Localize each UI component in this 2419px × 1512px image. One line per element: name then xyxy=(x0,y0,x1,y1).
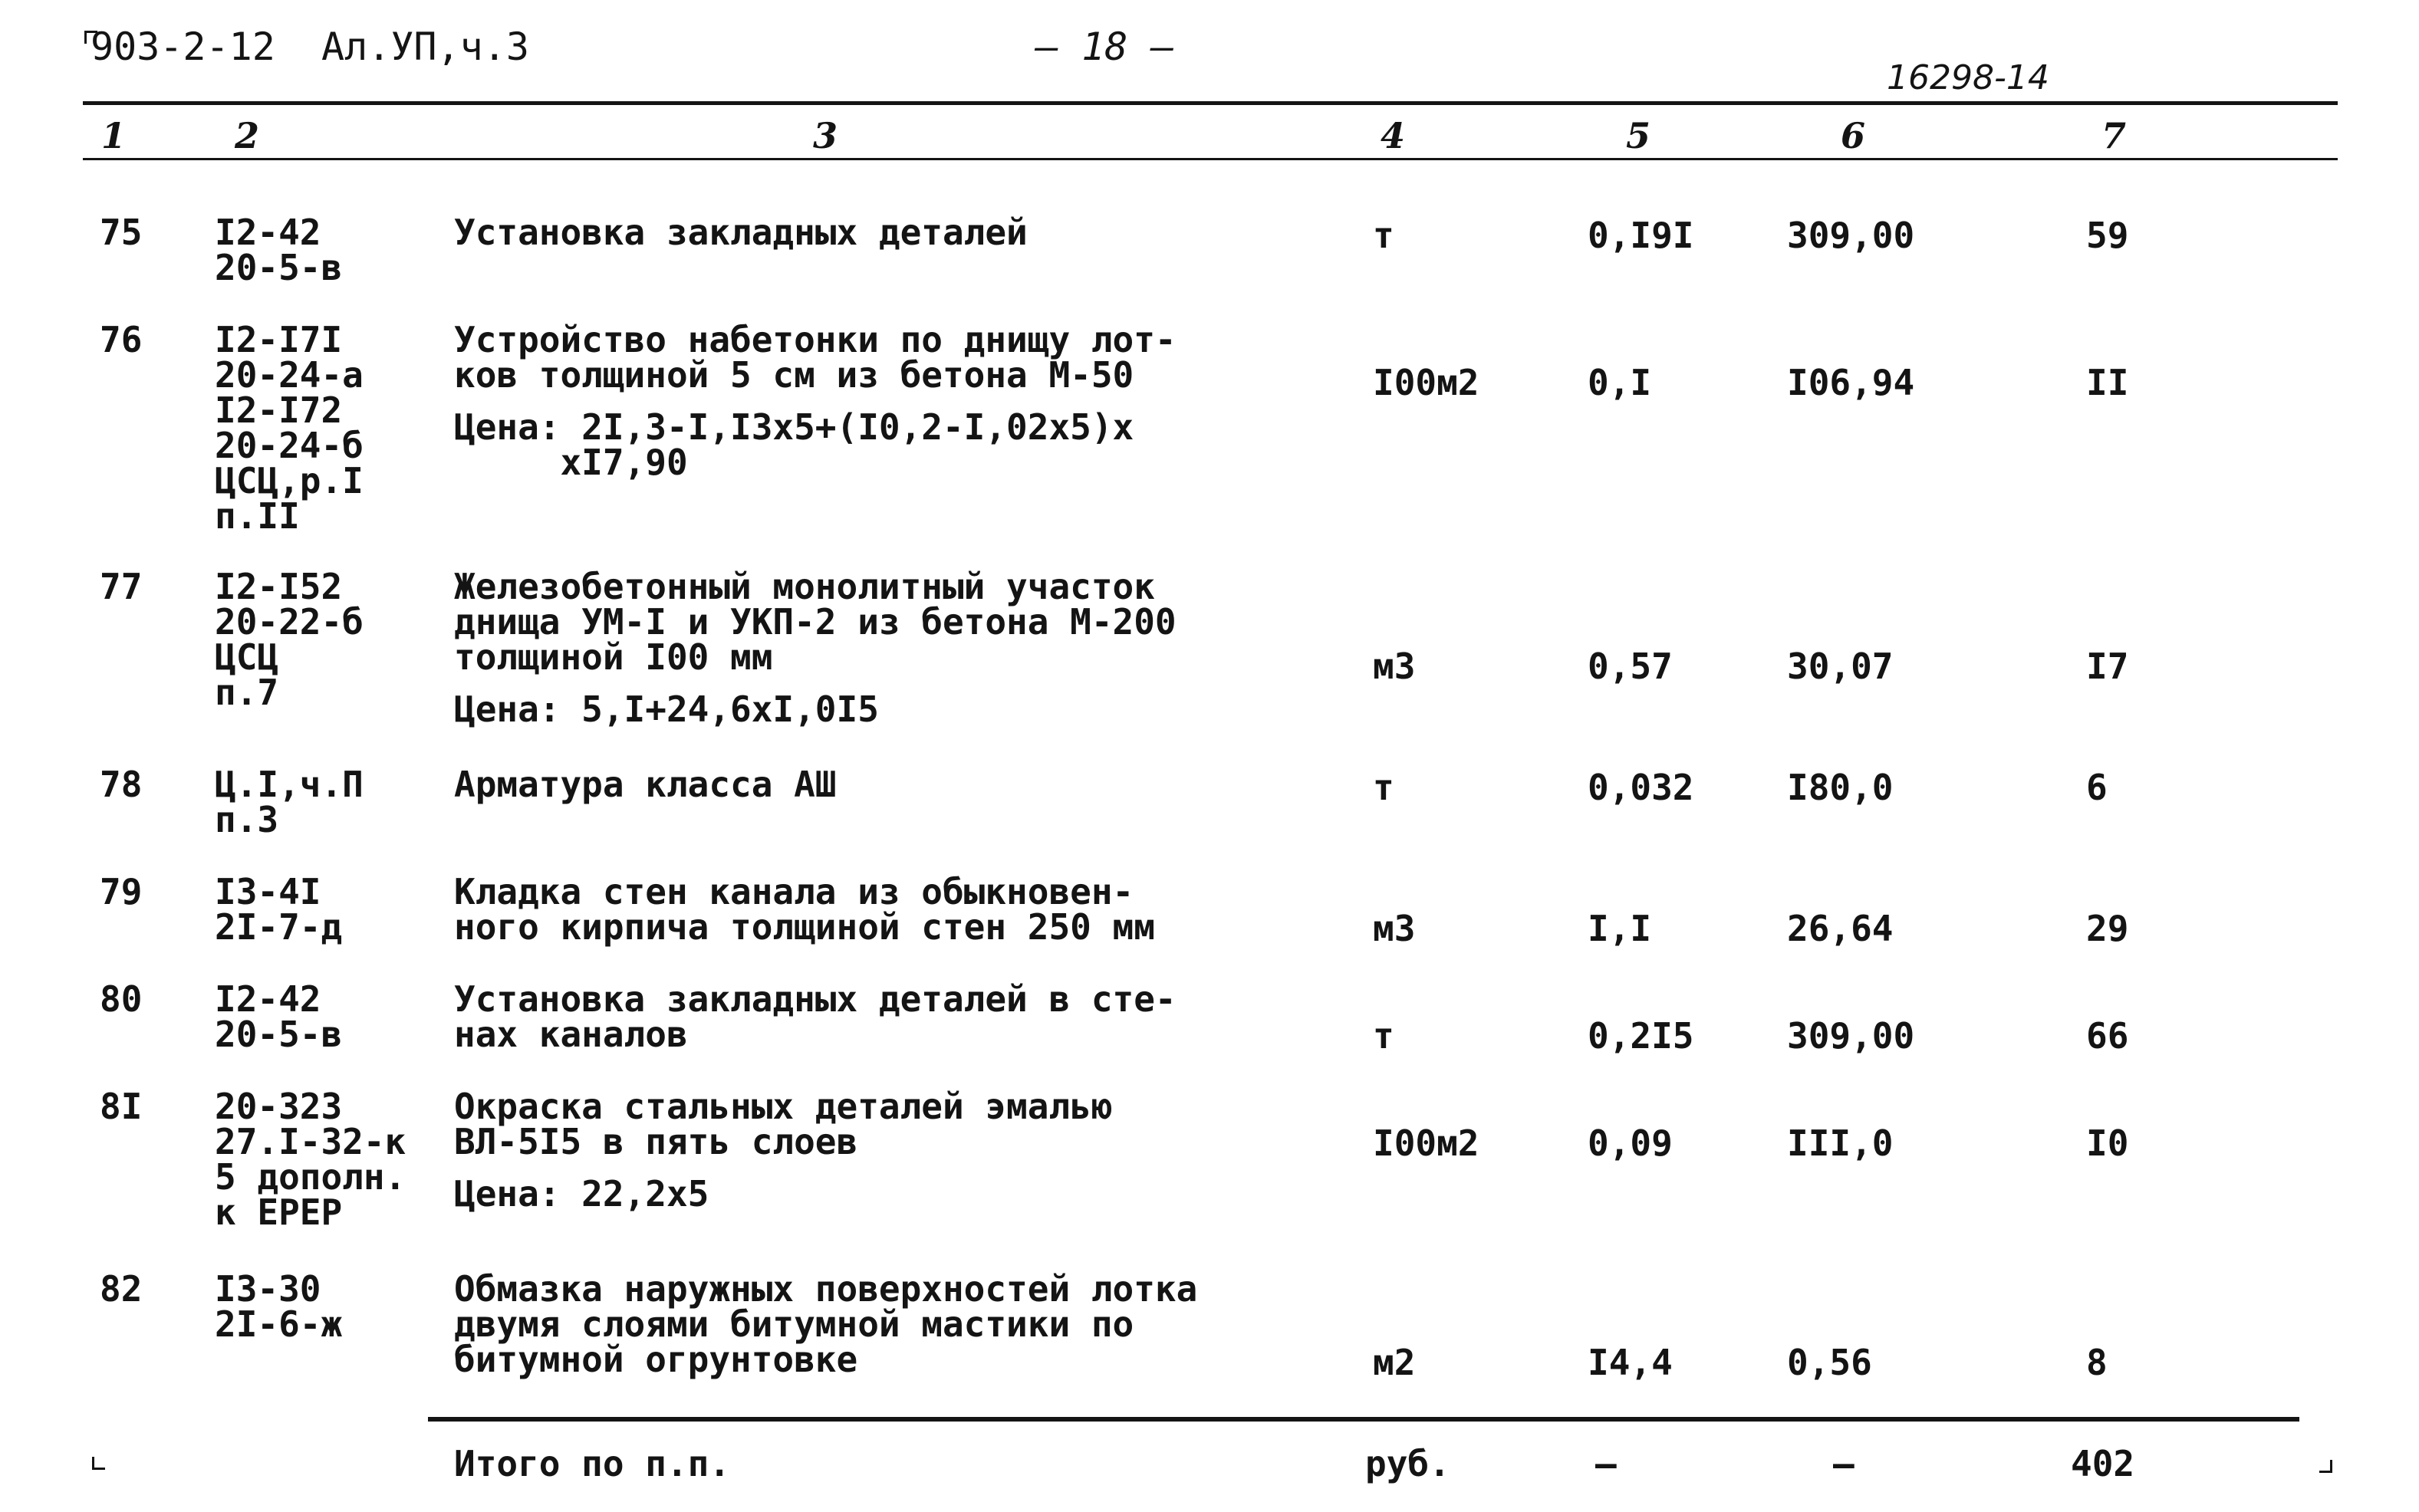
row-unit-price: 30,07 xyxy=(1787,646,1894,687)
code-line: п.7 xyxy=(215,672,279,713)
price-formula xyxy=(454,406,1177,483)
code-line: 20-5-в xyxy=(215,1014,343,1055)
description-line: Кладка стен канала из обыкновен- xyxy=(454,871,1134,912)
row-unit: I00м2 xyxy=(1373,1122,1479,1164)
page-number: – 18 – xyxy=(1035,25,1174,69)
row-codes xyxy=(215,319,364,537)
row-codes xyxy=(215,1086,406,1233)
summary-unit: руб. xyxy=(1365,1443,1450,1484)
row-unit-price: I06,94 xyxy=(1787,362,1915,403)
row-description xyxy=(454,764,837,805)
description-line: Обмазка наружных поверхностей лотка xyxy=(454,1268,1198,1310)
summary-label: Итого по п.п. xyxy=(454,1443,731,1484)
code-line: I2-42 xyxy=(215,978,321,1020)
row-description xyxy=(454,319,1177,483)
summary-rule xyxy=(428,1417,2299,1422)
row-total: II xyxy=(2086,362,2129,403)
row-unit: I00м2 xyxy=(1373,362,1479,403)
price-line: хI7,90 xyxy=(454,442,688,483)
row-number: 8I xyxy=(100,1086,143,1127)
row-total: 29 xyxy=(2086,908,2129,949)
row-unit-price: 0,56 xyxy=(1787,1342,1872,1383)
row-quantity: 0,I9I xyxy=(1588,215,1694,256)
row-description xyxy=(454,1086,1113,1215)
code-line: I3-30 xyxy=(215,1268,321,1310)
description-line: битумной огрунтовке xyxy=(454,1339,858,1380)
code-line: 20-5-в xyxy=(215,247,343,288)
code-line: I2-I72 xyxy=(215,390,343,431)
code-line: п.3 xyxy=(215,799,279,840)
row-quantity: 0,09 xyxy=(1588,1122,1673,1164)
row-unit-price: 309,00 xyxy=(1787,1015,1915,1057)
code-line: 2I-7-д xyxy=(215,906,343,948)
row-unit: м3 xyxy=(1373,646,1416,687)
description-line: Арматура класса АШ xyxy=(454,764,837,805)
row-quantity: 0,57 xyxy=(1588,646,1673,687)
price-line: Цена: 5,I+24,6хI,0I5 xyxy=(454,689,879,730)
description-line: ков толщиной 5 см из бетона М-50 xyxy=(454,354,1134,396)
row-codes xyxy=(215,978,343,1055)
row-codes xyxy=(215,764,364,840)
row-total: 8 xyxy=(2086,1342,2108,1383)
code-line: I3-4I xyxy=(215,871,321,912)
row-total: 59 xyxy=(2086,215,2129,256)
code-line: Ц.I,ч.П xyxy=(215,764,364,805)
code-line: I2-I52 xyxy=(215,566,343,607)
price-line: Цена: 22,2х5 xyxy=(454,1173,709,1215)
description-line: днища УМ-I и УКП-2 из бетона М-200 xyxy=(454,601,1177,643)
price-formula xyxy=(454,689,1177,730)
column-number: 7 xyxy=(2101,115,2127,156)
code-line: ЦСЦ xyxy=(215,636,279,678)
description-line: двумя слоями битумной мастики по xyxy=(454,1303,1134,1345)
row-quantity: I4,4 xyxy=(1588,1342,1673,1383)
row-description xyxy=(454,1268,1198,1380)
row-quantity: 0,I xyxy=(1588,362,1652,403)
code-line: 2I-6-ж xyxy=(215,1303,343,1345)
row-number: 79 xyxy=(100,871,143,912)
row-description xyxy=(454,212,1028,253)
row-number: 80 xyxy=(100,978,143,1020)
row-number: 78 xyxy=(100,764,143,805)
row-number: 82 xyxy=(100,1268,143,1310)
column-number: 1 xyxy=(101,115,127,156)
description-line: Устройство набетонки по днищу лот- xyxy=(454,319,1177,360)
row-unit: т xyxy=(1373,767,1394,808)
row-codes xyxy=(215,871,343,948)
row-unit-price: 26,64 xyxy=(1787,908,1894,949)
row-unit: т xyxy=(1373,215,1394,256)
description-line: толщиной I00 мм xyxy=(454,636,773,678)
row-total: I7 xyxy=(2086,646,2129,687)
code-line: 20-24-б xyxy=(215,425,364,466)
price-line: Цена: 2I,3-I,I3х5+(I0,2-I,02х5)х xyxy=(454,406,1134,448)
code-line: I2-I7I xyxy=(215,319,343,360)
description-line: Окраска стальных деталей эмалью xyxy=(454,1086,1113,1127)
row-total: I0 xyxy=(2086,1122,2129,1164)
code-line: 27.I-32-к xyxy=(215,1121,406,1162)
row-number: 75 xyxy=(100,212,143,253)
code-line: 20-22-б xyxy=(215,601,364,643)
description-line: Установка закладных деталей xyxy=(454,212,1028,253)
column-number: 3 xyxy=(813,115,838,156)
header-bottom-rule xyxy=(83,158,2338,160)
document-code: 903-2-12 Ал.УП,ч.3 xyxy=(91,25,529,69)
column-number: 5 xyxy=(1626,115,1651,156)
row-quantity: 0,032 xyxy=(1588,767,1694,808)
row-codes xyxy=(215,566,364,713)
row-codes xyxy=(215,212,343,288)
corner-mark-bottom-right xyxy=(2319,1460,2332,1473)
description-line: ного кирпича толщиной стен 250 мм xyxy=(454,906,1155,948)
row-description xyxy=(454,871,1155,948)
summary-qty: – xyxy=(1595,1443,1617,1484)
price-formula xyxy=(454,1173,1113,1215)
code-line: I2-42 xyxy=(215,212,321,253)
corner-mark-bottom-left xyxy=(92,1457,105,1470)
row-quantity: I,I xyxy=(1588,908,1652,949)
handwritten-stamp: 16298-14 xyxy=(1887,58,2049,97)
column-number: 4 xyxy=(1381,115,1406,156)
row-description xyxy=(454,566,1177,730)
summary-rate: – xyxy=(1833,1443,1855,1484)
description-line: Установка закладных деталей в сте- xyxy=(454,978,1177,1020)
description-line: ВЛ-5I5 в пять слоев xyxy=(454,1121,858,1162)
row-unit: м3 xyxy=(1373,908,1416,949)
code-line: 5 дополн. xyxy=(215,1156,406,1198)
code-line: к ЕРЕР xyxy=(215,1192,343,1233)
code-line: 20-24-а xyxy=(215,354,364,396)
column-number: 6 xyxy=(1841,115,1866,156)
header-top-rule xyxy=(83,101,2338,105)
row-quantity: 0,2I5 xyxy=(1588,1015,1694,1057)
row-description xyxy=(454,978,1177,1055)
row-total: 66 xyxy=(2086,1015,2129,1057)
corner-mark-top-left xyxy=(84,31,97,44)
code-line: ЦСЦ,р.I xyxy=(215,460,364,501)
row-unit-price: III,0 xyxy=(1787,1122,1894,1164)
row-unit: т xyxy=(1373,1015,1394,1057)
row-codes xyxy=(215,1268,343,1345)
row-unit-price: I80,0 xyxy=(1787,767,1894,808)
code-line: 20-323 xyxy=(215,1086,343,1127)
row-unit: м2 xyxy=(1373,1342,1416,1383)
code-line: п.II xyxy=(215,495,300,537)
row-number: 76 xyxy=(100,319,143,360)
column-number: 2 xyxy=(235,115,260,156)
description-line: нах каналов xyxy=(454,1014,688,1055)
description-line: Железобетонный монолитный участок xyxy=(454,566,1155,607)
row-unit-price: 309,00 xyxy=(1787,215,1915,256)
row-total: 6 xyxy=(2086,767,2108,808)
row-number: 77 xyxy=(100,566,143,607)
summary-total: 402 xyxy=(2071,1443,2135,1484)
